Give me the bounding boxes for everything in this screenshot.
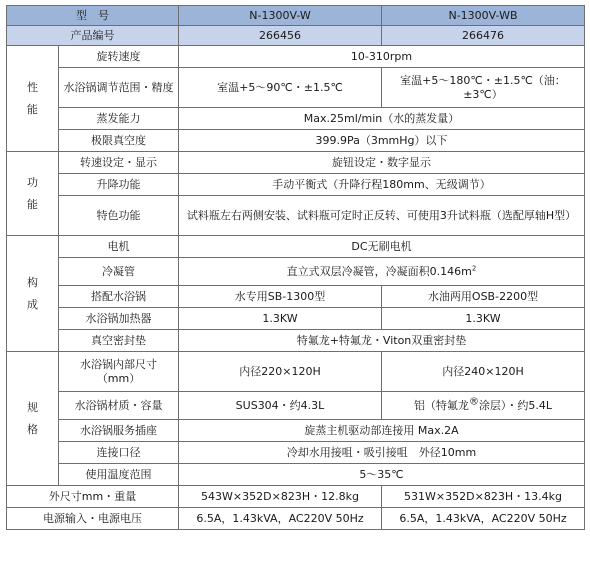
dimensions-label: 外尺寸mm・重量: [7, 486, 179, 508]
product-code-label: 产品编号: [7, 26, 179, 46]
motor-label: 电机: [59, 236, 179, 258]
product-code-wb: 266476: [382, 26, 585, 46]
spec-table: [6, 5, 585, 530]
table-row: [7, 352, 585, 392]
dimensions-wb: 531W×352D×823H・13.4kg: [382, 486, 585, 508]
bath-size-wb: 内径240×120H: [382, 352, 585, 392]
section-function: 功 能: [7, 152, 59, 236]
table-row: [7, 174, 585, 196]
bath-model-w: 水专用SB-1300型: [179, 286, 382, 308]
evaporation-value: Max.25ml/min（水的蒸发量）: [179, 108, 585, 130]
model-w: N-1300V-W: [179, 6, 382, 26]
product-code-w: 266456: [179, 26, 382, 46]
bath-model-wb: 水油两用OSB-2200型: [382, 286, 585, 308]
heater-w: 1.3KW: [179, 308, 382, 330]
section-performance: 性 能: [7, 46, 59, 152]
bath-size-label: 水浴锅内部尺寸（mm）: [59, 352, 179, 392]
temp-range-value: 5～35℃: [179, 464, 585, 486]
connection-label: 连接口径: [59, 442, 179, 464]
model-wb: N-1300V-WB: [382, 6, 585, 26]
model-label: 型 号: [7, 6, 179, 26]
table-row: [7, 68, 585, 108]
motor-value: DC无刷电机: [179, 236, 585, 258]
power-wb: 6.5A，1.43kVA，AC220V 50Hz: [382, 508, 585, 530]
special-value: 试料瓶左右两侧安装、试料瓶可定时正反转、可使用3升试料瓶（选配厚轴H型）: [179, 196, 585, 236]
table-row: [7, 486, 585, 508]
rotation-speed-value: 10-310rpm: [179, 46, 585, 68]
table-row: [7, 46, 585, 68]
bath-material-w: SUS304・约4.3L: [179, 392, 382, 420]
bath-socket-value: 旋蒸主机驱动部连接用 Max.2A: [179, 420, 585, 442]
power-w: 6.5A，1.43kVA，AC220V 50Hz: [179, 508, 382, 530]
table-row: [7, 392, 585, 420]
condenser-label: 冷凝管: [59, 258, 179, 286]
table-row: [7, 286, 585, 308]
bath-material-wb: 铝（特氟龙®涂层）・约5.4L: [382, 392, 585, 420]
connection-value: 冷却水用接咀・吸引接咀 外径10mm: [179, 442, 585, 464]
bath-socket-label: 水浴锅服务插座: [59, 420, 179, 442]
condenser-value: 直立式双层冷凝管，冷凝面积$0.146m^2$: [179, 258, 585, 286]
table-row: [7, 236, 585, 258]
ultimate-vacuum-label: 极限真空度: [59, 130, 179, 152]
lift-value: 手动平衡式（升降行程180mm、无级调节）: [179, 174, 585, 196]
bath-temp-wb: 室温+5～180℃・±1.5℃（油：±3℃）: [382, 68, 585, 108]
table-row: [7, 442, 585, 464]
table-row: [7, 330, 585, 352]
bath-temp-w: 室温+5～90℃・±1.5℃: [179, 68, 382, 108]
speed-setting-value: 旋钮设定・数字显示: [179, 152, 585, 174]
table-row: [7, 130, 585, 152]
temp-range-label: 使用温度范围: [59, 464, 179, 486]
bath-size-w: 内径220×120H: [179, 352, 382, 392]
table-row: [7, 152, 585, 174]
special-label: 特色功能: [59, 196, 179, 236]
heater-wb: 1.3KW: [382, 308, 585, 330]
evaporation-label: 蒸发能力: [59, 108, 179, 130]
table-row: [7, 258, 585, 286]
heater-label: 水浴锅加热器: [59, 308, 179, 330]
table-header-row: [7, 6, 585, 26]
lift-label: 升降功能: [59, 174, 179, 196]
bath-temp-label: 水浴锅调节范围・精度: [59, 68, 179, 108]
table-row: [7, 420, 585, 442]
power-label: 电源输入・电源电压: [7, 508, 179, 530]
table-row: [7, 196, 585, 236]
section-specification: 规 格: [7, 352, 59, 486]
vacuum-seal-label: 真空密封垫: [59, 330, 179, 352]
ultimate-vacuum-value: 399.9Pa（3mmHg）以下: [179, 130, 585, 152]
table-row: [7, 108, 585, 130]
dimensions-w: 543W×352D×823H・12.8kg: [179, 486, 382, 508]
table-row: [7, 464, 585, 486]
speed-setting-label: 转速设定・显示: [59, 152, 179, 174]
rotation-speed-label: 旋转速度: [59, 46, 179, 68]
table-row: [7, 508, 585, 530]
section-structure: 构 成: [7, 236, 59, 352]
bath-material-label: 水浴锅材质・容量: [59, 392, 179, 420]
vacuum-seal-value: 特氟龙+特氟龙・Viton双重密封垫: [179, 330, 585, 352]
bath-model-label: 搭配水浴锅: [59, 286, 179, 308]
table-row: [7, 308, 585, 330]
product-code-row: [7, 26, 585, 46]
